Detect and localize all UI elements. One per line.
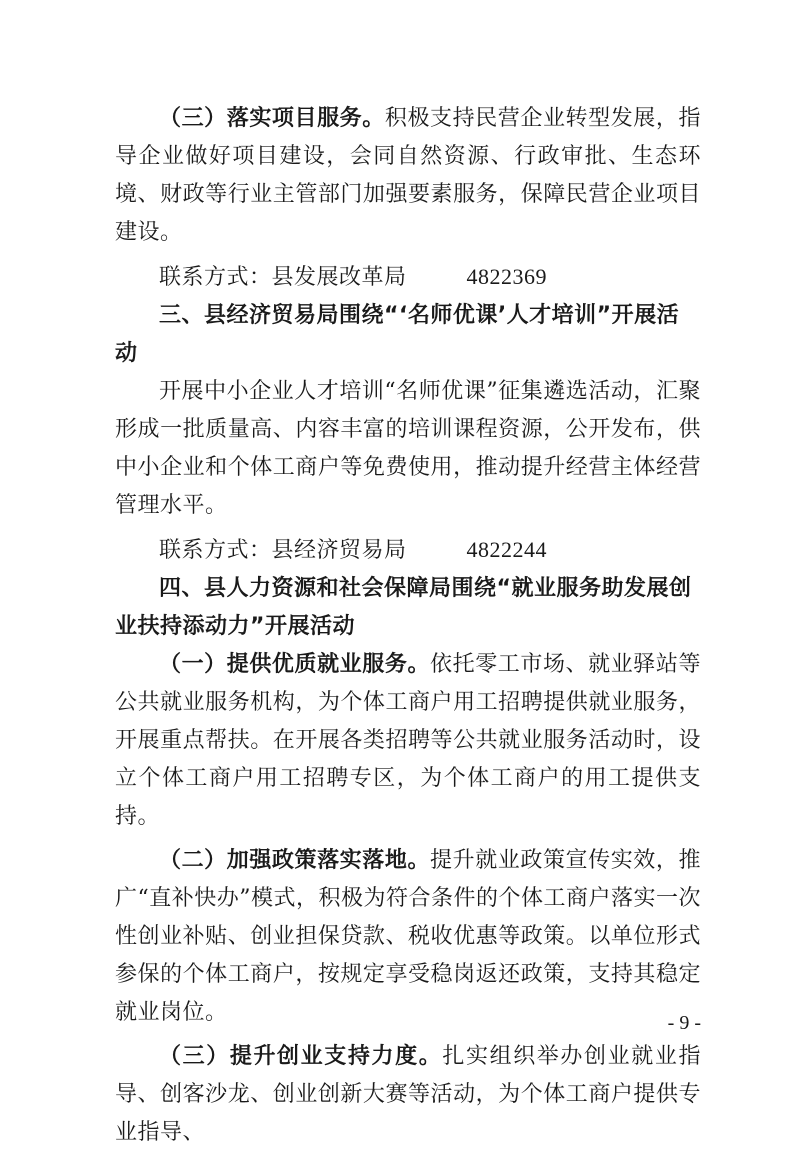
- contact-label: 联系方式：县经济贸易局: [159, 538, 407, 563]
- paragraph-lead: （三）提升创业支持力度。: [159, 1044, 443, 1069]
- paragraph-lead: （二）加强政策落实落地。: [159, 848, 431, 873]
- paragraph-policy-implementation: [115, 842, 701, 1032]
- paragraph-lead: （一）提供优质就业服务。: [159, 652, 431, 677]
- paragraph-entrepreneurship-support: [115, 1038, 701, 1152]
- contact-phone: 4822369: [466, 264, 548, 289]
- contact-phone: 4822244: [466, 537, 548, 562]
- paragraph-project-service: [115, 100, 701, 252]
- contact-line-economy-trade: [115, 531, 701, 570]
- paragraph-employment-service: [115, 646, 701, 836]
- paragraph-text: 积极支持民营企业转型发展，指导企业做好项目建设，会同自然资源、行政审批、生态环境、财政等行业主管部门加强要素服务，保障民营企业项目建设。: [115, 106, 701, 245]
- paragraph-talent-training: [115, 373, 701, 525]
- contact-label: 联系方式：县发展改革局: [159, 265, 407, 290]
- page-number: - 9 -: [667, 1012, 701, 1034]
- paragraph-lead: （三）落实项目服务。: [159, 106, 385, 131]
- section-heading-human-resources: 四、县人力资源和社会保障局围绕“就业服务助发展创业扶持添动力”开展活动: [115, 576, 692, 639]
- paragraph-text: 扎实组织举办创业就业指导、创客沙龙、创业创新大赛等活动，为个体工商户提供专业指导、: [115, 1044, 701, 1145]
- paragraph-text: 开展中小企业人才培训“名师优课”征集遴选活动，汇聚形成一批质量高、内容丰富的培训课程资源，公开发布，供中小企业和个体工商户等免费使用，推动提升经营主体经营管理水平。: [115, 379, 701, 518]
- paragraph-text: 提升就业政策宣传实效，推广“直补快办”模式，积极为符合条件的个体工商户落实一次性创业补贴、创业担保贷款、税收优惠等政策。以单位形式参保的个体工商户，按规定享受稳岗返还政策，支持其稳定就业岗位。: [115, 848, 701, 1025]
- paragraph-text: 依托零工市场、就业驿站等公共就业服务机构，为个体工商户用工招聘提供就业服务，开展重点帮扶。在开展各类招聘等公共就业服务活动时，设立个体工商户用工招聘专区，为个体工商户的用工提供支持。: [115, 652, 701, 829]
- contact-line-development-reform: [115, 258, 701, 297]
- document-body: [115, 100, 701, 1152]
- section-heading-economy-trade: 三、县经济贸易局围绕“‘名师优课’人才培训”开展活动: [115, 303, 680, 366]
